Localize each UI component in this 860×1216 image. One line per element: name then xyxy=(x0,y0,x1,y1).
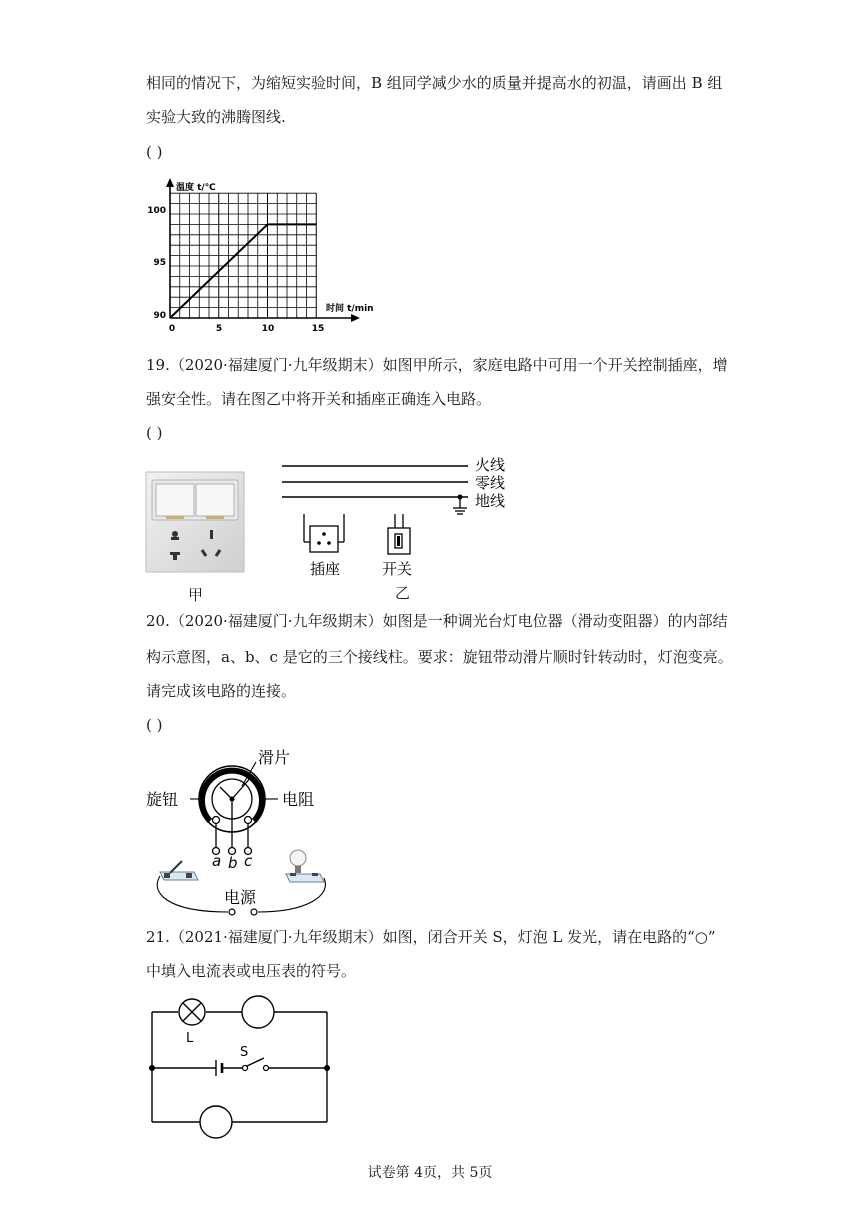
switch-s-symbol xyxy=(247,1058,264,1066)
lamp-label: L xyxy=(186,1031,194,1046)
boiling-graph xyxy=(147,172,390,334)
switch-s-label: S xyxy=(240,1045,249,1060)
y-axis-arrow xyxy=(166,178,174,187)
graph-grid xyxy=(170,193,316,318)
knife-switch-icon xyxy=(160,861,198,880)
x-tick-5: 5 xyxy=(215,324,223,334)
meter-circle-top xyxy=(242,996,274,1028)
q21-text-line2: 中填入电流表或电压表的符号。 xyxy=(146,962,357,980)
potentiometer-diagram xyxy=(146,742,336,922)
live-wire-label: 火线 xyxy=(475,456,506,474)
q19-text-line1: 19.（2020·福建厦门·九年级期末）如图甲所示，家庭电路中可用一个开关控制插座，增 xyxy=(146,356,728,374)
switch-socket-photo xyxy=(146,472,246,576)
power-label: 电源 xyxy=(224,888,257,907)
neutral-wire-label: 零线 xyxy=(475,474,506,492)
slider-label: 滑片 xyxy=(258,748,291,767)
figure-a-caption: 甲 xyxy=(188,586,204,604)
terminal-c-label: c xyxy=(244,852,253,870)
socket-symbol xyxy=(304,514,344,552)
y-tick-95: 95 xyxy=(153,258,166,268)
x-tick-10: 10 xyxy=(261,324,275,334)
temperature-curve xyxy=(170,224,316,318)
q21-text-line1: 21.（2021·福建厦门·九年级期末）如图，闭合开关 S，灯泡 L 发光，请在电路的“○” xyxy=(146,928,716,946)
q18-answer-blank: ( ) xyxy=(146,143,163,161)
lamp-icon xyxy=(286,850,324,882)
q20-text-line2: 构示意图，a、b、c 是它的三个接线柱。要求：旋钮带动滑片顺时针转动时，灯泡变亮。 xyxy=(146,648,733,666)
y-tick-100: 100 xyxy=(147,206,166,216)
x-axis-label: 时间 t/min xyxy=(326,304,374,314)
q18-text-line2: 实验大致的沸腾图线. xyxy=(146,108,286,126)
x-axis-arrow xyxy=(351,314,360,322)
q20-answer-blank: ( ) xyxy=(146,716,163,734)
switch-label: 开关 xyxy=(382,560,413,578)
q19-answer-blank: ( ) xyxy=(146,424,163,442)
terminal-b-label: b xyxy=(228,854,238,872)
household-wiring-diagram xyxy=(276,450,526,590)
q18-text-line1: 相同的情况下，为缩短实验时间，B 组同学减少水的质量并提高水的初温，请画出 B 组 xyxy=(146,74,723,92)
resistor-label: 电阻 xyxy=(282,790,315,809)
x-tick-15: 15 xyxy=(311,324,325,334)
q19-text-line2: 强安全性。请在图乙中将开关和插座正确连入电路。 xyxy=(146,390,492,408)
switch-symbol xyxy=(388,514,410,554)
y-tick-90: 90 xyxy=(153,311,166,321)
page-footer: 试卷第 4页，共 5页 xyxy=(367,1165,493,1181)
figure-b-caption: 乙 xyxy=(395,584,411,602)
meter-circuit-diagram xyxy=(146,990,336,1140)
ground-wire-label: 地线 xyxy=(475,492,506,510)
terminal-a-label: a xyxy=(212,852,222,870)
x-tick-0: 0 xyxy=(168,324,176,334)
q20-text-line3: 请完成该电路的连接。 xyxy=(146,682,297,700)
q20-text-line1: 20.（2020·福建厦门·九年级期末）如图是一种调光台灯电位器（滑动变阻器）的内部结 xyxy=(146,612,728,630)
socket-label: 插座 xyxy=(310,560,341,578)
knob-label: 旋钮 xyxy=(146,790,179,809)
y-axis-label: 温度 t/℃ xyxy=(176,183,216,193)
meter-circle-bottom xyxy=(200,1106,232,1138)
